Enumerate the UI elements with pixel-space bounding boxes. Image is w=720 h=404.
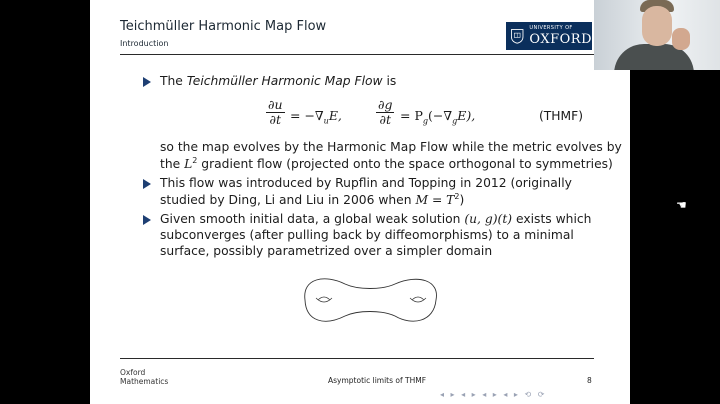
cont2-sup: 2 xyxy=(192,156,198,165)
logo-university-of: UNIVERSITY OF xyxy=(529,25,573,31)
b3-pre: Given smooth initial data, a global weak solution xyxy=(160,212,465,226)
beamer-nav-controls[interactable]: ◂ ▸ ◂ ▸ ◂ ▸ ◂ ▸ ⟲ ⟳ xyxy=(440,390,547,399)
eq1-sub: u xyxy=(323,116,329,126)
bullet-3-line-2: subconverges (after pulling back by diffeomorphisms) to a minimal xyxy=(160,228,574,242)
bullet-1-text xyxy=(160,74,396,88)
bullet-1-pre: The xyxy=(160,74,187,88)
b2-close: ) xyxy=(459,193,465,208)
b3-math: (u, g)(t) xyxy=(464,212,513,226)
slide xyxy=(90,0,630,404)
logo-oxford: OXFORD xyxy=(529,32,592,47)
hand-cursor-icon: ☚ xyxy=(676,198,687,212)
bullet-1-cont-2 xyxy=(160,156,613,171)
eq2-end: E), xyxy=(457,108,476,123)
eq2-sub2: g xyxy=(452,116,458,126)
bullet-1-post: is xyxy=(382,74,397,88)
b2-M: M xyxy=(415,193,429,208)
bullet-3-line-1 xyxy=(160,212,591,226)
eq1-numerator: ∂u xyxy=(268,97,283,112)
slide-title: Teichmüller Harmonic Map Flow xyxy=(120,19,327,34)
bullet-1-cont-1: so the map evolves by the Harmonic Map Flow while the metric evolves by xyxy=(160,140,622,154)
oxford-crest-icon xyxy=(510,25,524,47)
equation-label: (THMF) xyxy=(539,109,584,123)
eq2-rhs-text: = P xyxy=(400,108,423,123)
footer-institution xyxy=(120,368,168,386)
presenter-head xyxy=(642,6,672,46)
page-number: 8 xyxy=(587,376,592,385)
footer-divider xyxy=(120,358,594,359)
footer-talk-title: Asymptotic limits of THMF xyxy=(328,376,427,385)
bullet-3-line-3: surface, possibly parametrized over a simpler domain xyxy=(160,244,493,258)
header-divider xyxy=(120,54,594,55)
cont2-L: L xyxy=(184,157,193,172)
eq2-numerator: ∂g xyxy=(378,97,393,112)
footer-oxford: Oxford xyxy=(120,368,146,377)
cont2-post: gradient flow (projected onto the space orthogonal to symmetries) xyxy=(197,157,613,172)
oxford-logo xyxy=(506,22,592,50)
bullet-marker-1 xyxy=(143,77,151,87)
minimal-surface-figure xyxy=(300,270,440,330)
eq2-denominator: ∂t xyxy=(379,112,391,127)
eq1-end: E, xyxy=(328,108,342,123)
bullet-marker-2 xyxy=(143,179,151,189)
eq1-rhs-text: = −∇ xyxy=(290,108,324,123)
eq1-fraction xyxy=(266,98,285,127)
presenter-hand xyxy=(672,28,690,50)
footer-mathematics: Mathematics xyxy=(120,377,169,386)
bullet-2-line-2 xyxy=(160,192,464,207)
bullet-1-italic: Teichmüller Harmonic Map Flow xyxy=(186,74,383,88)
eq1-rhs xyxy=(290,108,342,126)
bullet-2-line-1: This flow was introduced by Rupflin and Topping in 2012 (originally xyxy=(160,176,572,190)
eq2-mid: (−∇ xyxy=(427,108,453,123)
slide-subtitle: Introduction xyxy=(120,39,169,48)
eq2-rhs xyxy=(400,108,475,126)
b2-T: T xyxy=(446,193,455,208)
b3-post: exists which xyxy=(512,212,592,226)
eq2-sub: g xyxy=(422,116,428,126)
presenter-webcam xyxy=(594,0,720,70)
bullet-marker-3 xyxy=(143,215,151,225)
b2-sup: 2 xyxy=(454,192,460,201)
eq1-denominator: ∂t xyxy=(269,112,281,127)
b2-pre: studied by Ding, Li and Liu in 2006 when xyxy=(160,193,416,208)
b2-eq: = xyxy=(428,193,447,208)
cont2-pre: the xyxy=(160,157,185,172)
eq2-fraction xyxy=(376,98,394,127)
